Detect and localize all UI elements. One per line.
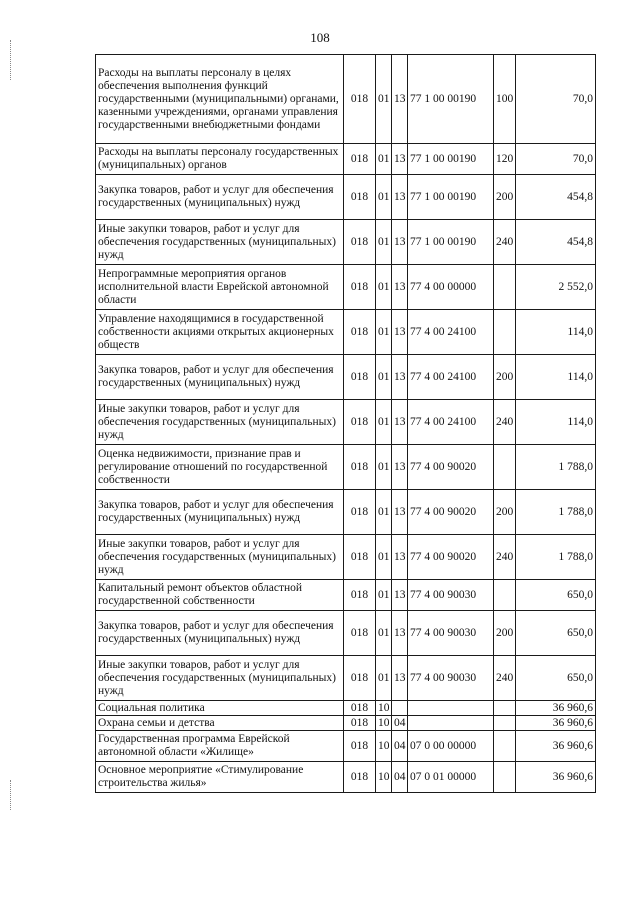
target-article-code: 77 1 00 00190 [408, 144, 494, 175]
amount: 2 552,0 [516, 265, 596, 310]
subsection-code: 13 [392, 310, 408, 355]
subsection-code: 13 [392, 220, 408, 265]
ministry-code: 018 [344, 400, 376, 445]
expense-type-code [494, 762, 516, 793]
expense-type-code [494, 701, 516, 716]
section-code: 01 [376, 611, 392, 656]
ministry-code: 018 [344, 731, 376, 762]
target-article-code: 77 4 00 90030 [408, 656, 494, 701]
subsection-code: 13 [392, 535, 408, 580]
expense-type-code: 120 [494, 144, 516, 175]
subsection-code: 04 [392, 762, 408, 793]
ministry-code: 018 [344, 611, 376, 656]
section-code: 01 [376, 355, 392, 400]
ministry-code: 018 [344, 656, 376, 701]
expense-type-code [494, 265, 516, 310]
table-row [96, 310, 596, 355]
section-code: 10 [376, 716, 392, 731]
ministry-code: 018 [344, 144, 376, 175]
subsection-code: 13 [392, 265, 408, 310]
section-code: 01 [376, 55, 392, 144]
amount: 1 788,0 [516, 490, 596, 535]
table-row [96, 144, 596, 175]
section-code: 01 [376, 144, 392, 175]
amount: 650,0 [516, 580, 596, 611]
table-row [96, 701, 596, 716]
section-code: 10 [376, 701, 392, 716]
target-article-code [408, 716, 494, 731]
ministry-code: 018 [344, 55, 376, 144]
ministry-code: 018 [344, 265, 376, 310]
page-number: 108 [310, 30, 330, 45]
subsection-code: 04 [392, 731, 408, 762]
item-name: Закупка товаров, работ и услуг для обеспечения государственных (муниципальных) нужд [96, 355, 344, 400]
amount: 36 960,6 [516, 762, 596, 793]
section-code: 01 [376, 445, 392, 490]
table-row [96, 656, 596, 701]
amount: 36 960,6 [516, 701, 596, 716]
ministry-code: 018 [344, 716, 376, 731]
table-row [96, 762, 596, 793]
subsection-code: 13 [392, 656, 408, 701]
ministry-code: 018 [344, 535, 376, 580]
target-article-code: 07 0 00 00000 [408, 731, 494, 762]
table-row [96, 355, 596, 400]
table-row [96, 611, 596, 656]
target-article-code: 77 4 00 00000 [408, 265, 494, 310]
section-code: 10 [376, 731, 392, 762]
table-row [96, 55, 596, 144]
amount: 114,0 [516, 400, 596, 445]
ministry-code: 018 [344, 762, 376, 793]
section-code: 01 [376, 400, 392, 445]
amount: 650,0 [516, 611, 596, 656]
item-name: Социальная политика [96, 701, 344, 716]
section-code: 01 [376, 220, 392, 265]
subsection-code [392, 701, 408, 716]
item-name: Охрана семьи и детства [96, 716, 344, 731]
table-row [96, 716, 596, 731]
amount: 650,0 [516, 656, 596, 701]
amount: 1 788,0 [516, 445, 596, 490]
expense-type-code: 240 [494, 400, 516, 445]
item-name: Расходы на выплаты персоналу в целях обеспечения выполнения функций государственными (муниципальными) органами, казенными учреждениями, органами управления государственными внебюджетными фондами [96, 55, 344, 144]
ministry-code: 018 [344, 220, 376, 265]
table-row [96, 445, 596, 490]
section-code: 01 [376, 175, 392, 220]
table-row [96, 731, 596, 762]
ministry-code: 018 [344, 490, 376, 535]
expense-type-code: 200 [494, 490, 516, 535]
item-name: Закупка товаров, работ и услуг для обеспечения государственных (муниципальных) нужд [96, 490, 344, 535]
item-name: Иные закупки товаров, работ и услуг для обеспечения государственных (муниципальных) нужд [96, 400, 344, 445]
expense-type-code: 200 [494, 611, 516, 656]
target-article-code: 77 1 00 00190 [408, 55, 494, 144]
section-code: 01 [376, 490, 392, 535]
item-name: Основное мероприятие «Стимулирование строительства жилья» [96, 762, 344, 793]
item-name: Капитальный ремонт объектов областной государственной собственности [96, 580, 344, 611]
table-row [96, 580, 596, 611]
amount: 36 960,6 [516, 731, 596, 762]
expense-type-code [494, 716, 516, 731]
subsection-code: 13 [392, 580, 408, 611]
target-article-code: 77 4 00 24100 [408, 355, 494, 400]
section-code: 01 [376, 310, 392, 355]
subsection-code: 13 [392, 611, 408, 656]
expense-type-code: 200 [494, 175, 516, 220]
margin-mark [10, 780, 11, 810]
ministry-code: 018 [344, 701, 376, 716]
table-row [96, 265, 596, 310]
target-article-code: 77 4 00 24100 [408, 310, 494, 355]
target-article-code: 77 1 00 00190 [408, 175, 494, 220]
expense-type-code: 100 [494, 55, 516, 144]
target-article-code: 77 4 00 90030 [408, 580, 494, 611]
amount: 454,8 [516, 175, 596, 220]
table-row [96, 220, 596, 265]
subsection-code: 13 [392, 55, 408, 144]
target-article-code: 77 4 00 90020 [408, 445, 494, 490]
table-row [96, 400, 596, 445]
section-code: 10 [376, 762, 392, 793]
target-article-code: 77 4 00 90020 [408, 535, 494, 580]
target-article-code: 77 4 00 24100 [408, 400, 494, 445]
subsection-code: 13 [392, 445, 408, 490]
item-name: Непрограммные мероприятия органов исполнительной власти Еврейской автономной области [96, 265, 344, 310]
ministry-code: 018 [344, 445, 376, 490]
subsection-code: 13 [392, 175, 408, 220]
amount: 454,8 [516, 220, 596, 265]
item-name: Оценка недвижимости, признание прав и регулирование отношений по государственной собственности [96, 445, 344, 490]
item-name: Иные закупки товаров, работ и услуг для обеспечения государственных (муниципальных) нужд [96, 220, 344, 265]
expense-type-code [494, 310, 516, 355]
subsection-code: 04 [392, 716, 408, 731]
budget-table-body [96, 55, 596, 793]
subsection-code: 13 [392, 355, 408, 400]
expense-type-code [494, 580, 516, 611]
target-article-code: 77 1 00 00190 [408, 220, 494, 265]
target-article-code: 07 0 01 00000 [408, 762, 494, 793]
section-code: 01 [376, 535, 392, 580]
amount: 70,0 [516, 144, 596, 175]
subsection-code: 13 [392, 144, 408, 175]
subsection-code: 13 [392, 400, 408, 445]
section-code: 01 [376, 580, 392, 611]
expense-type-code: 200 [494, 355, 516, 400]
target-article-code [408, 701, 494, 716]
ministry-code: 018 [344, 355, 376, 400]
item-name: Иные закупки товаров, работ и услуг для обеспечения государственных (муниципальных) нужд [96, 535, 344, 580]
amount: 114,0 [516, 310, 596, 355]
item-name: Управление находящимися в государственной собственности акциями открытых акционерных обществ [96, 310, 344, 355]
expense-type-code: 240 [494, 220, 516, 265]
item-name: Закупка товаров, работ и услуг для обеспечения государственных (муниципальных) нужд [96, 611, 344, 656]
ministry-code: 018 [344, 580, 376, 611]
section-code: 01 [376, 265, 392, 310]
amount: 70,0 [516, 55, 596, 144]
section-code: 01 [376, 656, 392, 701]
amount: 114,0 [516, 355, 596, 400]
target-article-code: 77 4 00 90020 [408, 490, 494, 535]
amount: 36 960,6 [516, 716, 596, 731]
item-name: Государственная программа Еврейской автономной области «Жилище» [96, 731, 344, 762]
table-row [96, 490, 596, 535]
ministry-code: 018 [344, 310, 376, 355]
subsection-code: 13 [392, 490, 408, 535]
target-article-code: 77 4 00 90030 [408, 611, 494, 656]
table-row [96, 535, 596, 580]
budget-table [95, 54, 596, 793]
expense-type-code [494, 445, 516, 490]
item-name: Закупка товаров, работ и услуг для обеспечения государственных (муниципальных) нужд [96, 175, 344, 220]
table-row [96, 175, 596, 220]
margin-mark [10, 40, 11, 80]
amount: 1 788,0 [516, 535, 596, 580]
item-name: Расходы на выплаты персоналу государственных (муниципальных) органов [96, 144, 344, 175]
item-name: Иные закупки товаров, работ и услуг для обеспечения государственных (муниципальных) нужд [96, 656, 344, 701]
expense-type-code: 240 [494, 656, 516, 701]
expense-type-code [494, 731, 516, 762]
expense-type-code: 240 [494, 535, 516, 580]
ministry-code: 018 [344, 175, 376, 220]
